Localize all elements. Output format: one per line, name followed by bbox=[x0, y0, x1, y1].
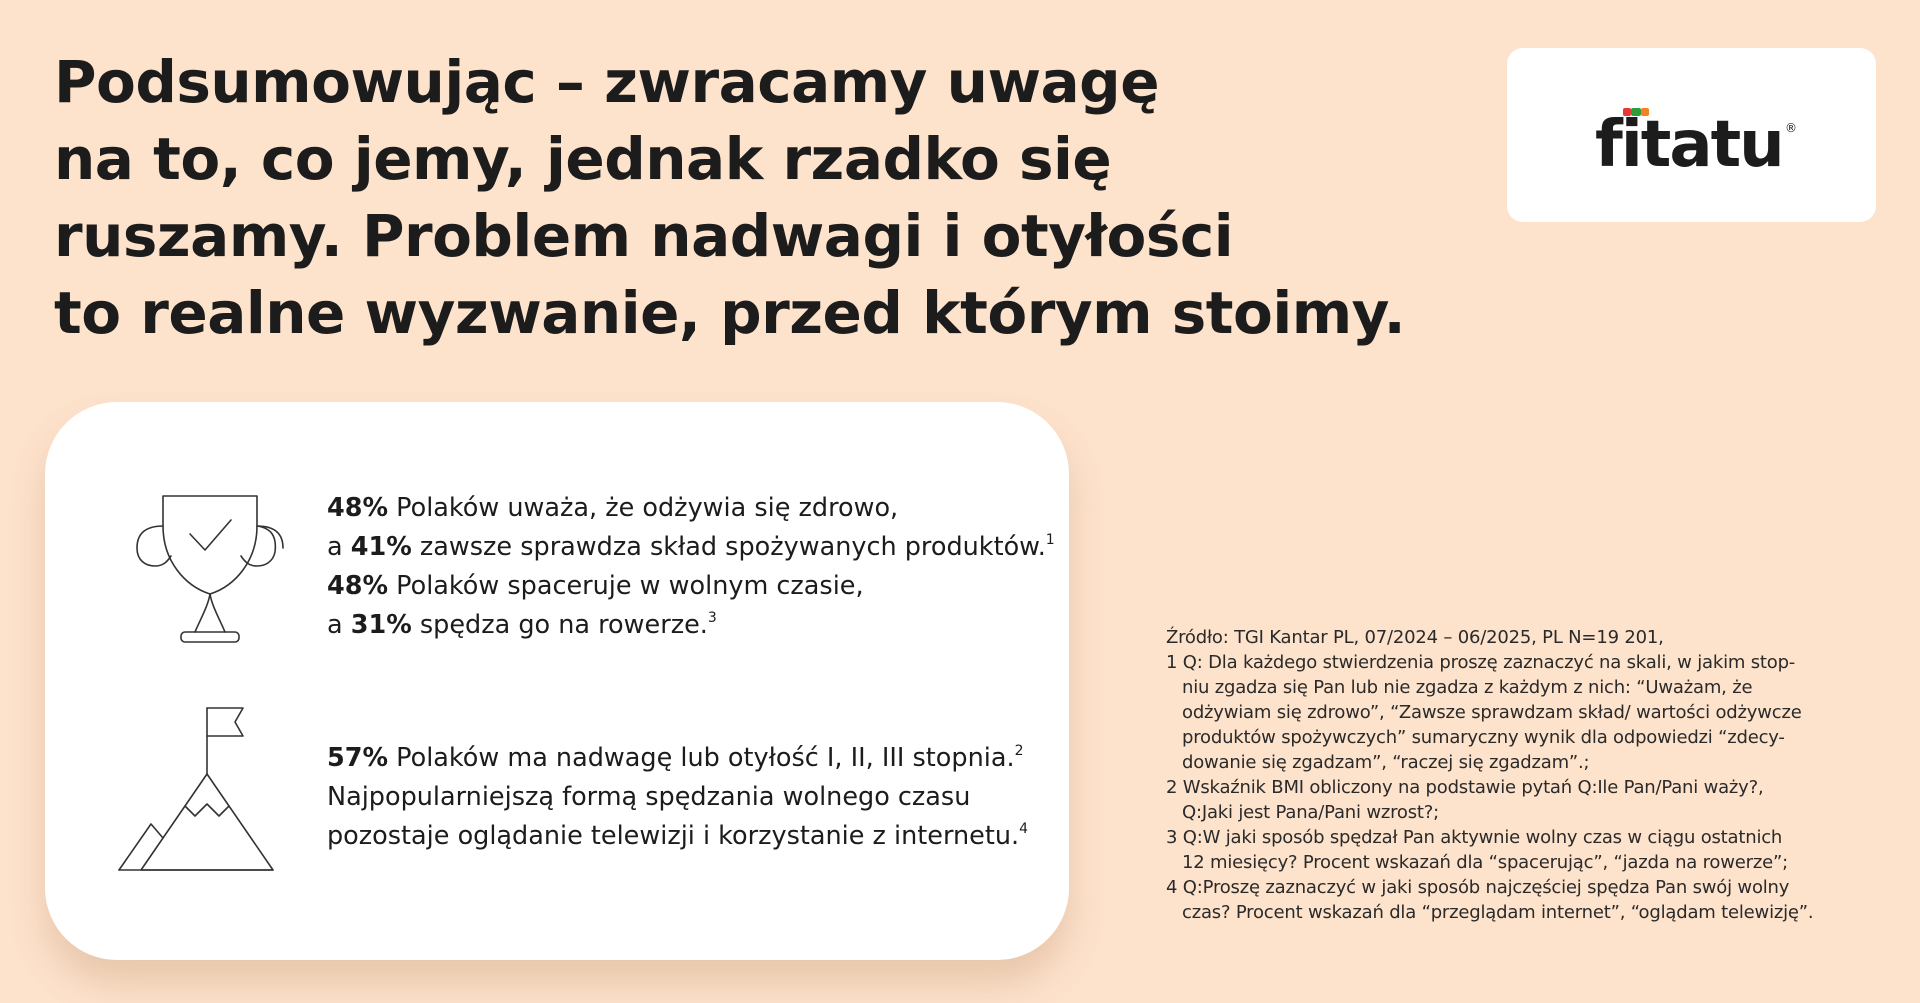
page-headline bbox=[54, 44, 1494, 352]
stat-text: Polaków uważa, że odżywia się zdrowo, bbox=[388, 493, 899, 523]
fitatu-logo bbox=[1595, 98, 1797, 182]
stat-text: zawsze sprawdza skład spożywanych produktów. bbox=[411, 532, 1046, 562]
stat-block-nutrition bbox=[327, 489, 1057, 645]
footnote-line: 1 Q: Dla każdego stwierdzenia proszę zaznaczyć na skali, w jakim stop- bbox=[1166, 652, 1796, 673]
stat-line bbox=[327, 567, 1057, 606]
stat-text: a bbox=[327, 610, 351, 640]
trophy-check-icon bbox=[115, 486, 275, 656]
stat-line bbox=[327, 606, 1057, 645]
stat-percentage: 48% bbox=[327, 493, 389, 523]
stat-percentage: 31% bbox=[350, 610, 412, 640]
stat-text: spędza go na rowerze. bbox=[411, 610, 708, 640]
footnote-line: produktów spożywczych” sumaryczny wynik dla odpowiedzi “zdecy- bbox=[1182, 727, 1785, 748]
stat-text: a bbox=[327, 532, 351, 562]
footnote-line: czas? Procent wskazań dla “przeglądam internet”, “oglądam telewizję”. bbox=[1182, 902, 1814, 923]
headline-line: ruszamy. Problem nadwagi i otyłości bbox=[54, 202, 1234, 270]
mountain-flag-icon bbox=[115, 704, 285, 874]
stat-text: pozostaje oglądanie telewizji i korzystanie z internetu. bbox=[327, 821, 1020, 851]
stat-percentage: 48% bbox=[327, 571, 389, 601]
stat-line bbox=[327, 739, 1057, 778]
footnote-ref: 4 bbox=[1019, 821, 1029, 837]
footnote-ref: 2 bbox=[1014, 743, 1024, 759]
stat-percentage: 57% bbox=[327, 743, 389, 773]
footnote-line: dowanie się zgadzam”, “raczej się zgadzam”.; bbox=[1182, 752, 1590, 773]
footnote-line: 3 Q:W jaki sposób spędzał Pan aktywnie wolny czas w ciągu ostatnich bbox=[1166, 827, 1783, 848]
footnote-line: odżywiam się zdrowo”, “Zawsze sprawdzam skład/ wartości odżywcze bbox=[1182, 702, 1802, 723]
logo-card bbox=[1507, 48, 1876, 222]
stat-block-overweight bbox=[327, 739, 1057, 856]
stat-line bbox=[327, 528, 1057, 567]
svg-text:fitatu: fitatu bbox=[1595, 108, 1783, 182]
footnote-line: 2 Wskaźnik BMI obliczony na podstawie pytań Q:Ile Pan/Pani waży?, bbox=[1166, 777, 1764, 798]
footnote-line: Q:Jaki jest Pana/Pani wzrost?; bbox=[1182, 802, 1439, 823]
stat-percentage: 41% bbox=[350, 532, 412, 562]
footnote-line: niu zgadza się Pan lub nie zgadza z każdym z nich: “Uważam, że bbox=[1182, 677, 1753, 698]
stat-line bbox=[327, 489, 1057, 528]
stat-line: Najpopularniejszą formą spędzania wolnego czasu bbox=[327, 782, 971, 812]
stat-text: Polaków ma nadwagę lub otyłość I, II, III stopnia. bbox=[388, 743, 1015, 773]
svg-text:®: ® bbox=[1785, 121, 1797, 135]
stat-line bbox=[327, 817, 1057, 856]
fitatu-logo-graphic bbox=[1595, 98, 1797, 182]
stat-text: Polaków spaceruje w wolnym czasie, bbox=[388, 571, 864, 601]
footnote-line: 4 Q:Proszę zaznaczyć w jaki sposób najczęściej spędza Pan swój wolny bbox=[1166, 877, 1790, 898]
sources-footnotes bbox=[1166, 625, 1886, 925]
headline-line: na to, co jemy, jednak rzadko się bbox=[54, 125, 1112, 193]
headline-line: Podsumowując – zwracamy uwagę bbox=[54, 48, 1160, 116]
source-line: Źródło: TGI Kantar PL, 07/2024 – 06/2025, PL N=19 201, bbox=[1166, 627, 1664, 648]
footnote-ref: 1 bbox=[1045, 532, 1055, 548]
footnote-ref: 3 bbox=[707, 610, 717, 626]
stats-card bbox=[45, 402, 1069, 960]
footnote-line: 12 miesięcy? Procent wskazań dla “spacerując”, “jazda na rowerze”; bbox=[1182, 852, 1788, 873]
headline-line: to realne wyzwanie, przed którym stoimy. bbox=[54, 279, 1406, 347]
